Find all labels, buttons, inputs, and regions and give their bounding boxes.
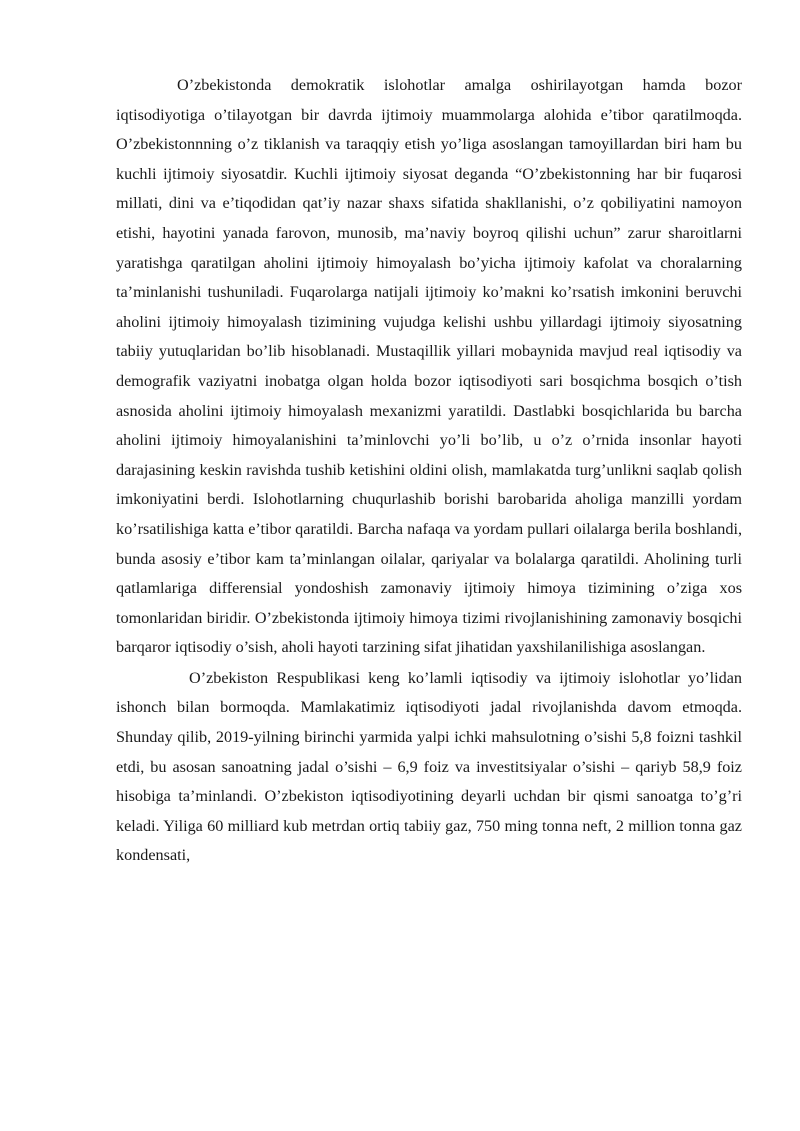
paragraph-2: O’zbekiston Respublikasi keng ko’lamli iqtisodiy va ijtimoiy islohotlar yo’lidan ishonch bilan bormoqda. Mamlakatimiz iqtisodiyoti jadal rivojlanishda davom etmoqda. Shunday qilib, 2019-yilning birinchi yarmida yalpi ichki mahsulotning o’sishi 5,8 foizni tashkil etdi, bu asosan sanoatning jadal o’sishi – 6,9 foiz va investitsiyalar o’sishi – qariyb 58,9 foiz hisobiga ta’minlandi. O’zbekiston iqtisodiyotining deyarli uchdan bir qismi sanoatga to’g’ri keladi. Yiliga 60 milliard kub metrdan ortiq tabiiy gaz, 750 ming tonna neft, 2 million tonna gaz kondensati, — [116, 668, 742, 865]
paragraph-1: O’zbekistonda demokratik islohotlar amalga oshirilayotgan hamda bozor iqtisodiyotiga o’tilayotgan bir davrda ijtimoiy muammolarga alohida e’tibor qaratilmoqda. O’zbekistonnning o’z tiklanish va taraqqiy etish yo’liga asoslangan tamoyillardan biri ham bu kuchli ijtimoiy siyosatdir. Kuchli ijtimoiy siyosat deganda “O’zbekistonning har bir fuqarosi millati, dini va e’tiqodidan qat’iy nazar shaxs sifatida shakllanishi, o’z qobiliyatini namoyon etishi, hayotini yanada farovon, munosib, ma’naviy boyroq qilishi uchun” zarur sharoitlarni yaratishga qaratilgan aholini ijtimoiy himoyalash bo’yicha ijtimoiy kafolat va choralarning ta’minlanishi tushuniladi. Fuqarolarga natijali ijtimoiy ko’makni ko’rsatish imkonini beruvchi aholini ijtimoiy himoyalash tizimining vujudga kelishi ushbu yillardagi ijtimoiy siyosatning tabiiy yutuqlaridan bo’lib hisoblanadi. Mustaqillik yillari mobaynida mavjud real iqtisodiy va demografik vaziyatni inobatga olgan holda bozor iqtisodiyoti sari bosqichma bosqich o’tish asnosida aholini ijtimoiy himoyalash mexanizmi yaratildi. Dastlabki bosqichlarida bu barcha aholini ijtimoiy himoyalanishini ta’minlovchi yo’li bo’lib, u o’z o’rnida insonlar hayoti darajasining keskin ravishda tushib ketishini oldini olish, mamlakatda turg’unlikni saqlab qolish imkoniyatini berdi. Islohotlarning chuqurlashib borishi barobarida aholiga manzilli yordam ko’rsatilishiga katta e’tibor qaratildi. Barcha nafaqa va yordam pullari oilalarga berila boshlandi, bunda asosiy e’tibor kam ta’minlangan oilalar, qariyalar va bolalarga qaratildi. Aholining turli qatlamlariga differensial yondoshish zamonaviy ijtimoiy himoya tizimining o’ziga xos tomonlaridan biridir. O’zbekistonda ijtimoiy himoya tizimi rivojlanishining zamonaviy bosqichi barqaror iqtisodiy o’sish, aholi hayoti tarzining sifat jihatidan yaxshilanilishiga asoslangan. — [116, 76, 742, 657]
document-page — [116, 71, 742, 871]
